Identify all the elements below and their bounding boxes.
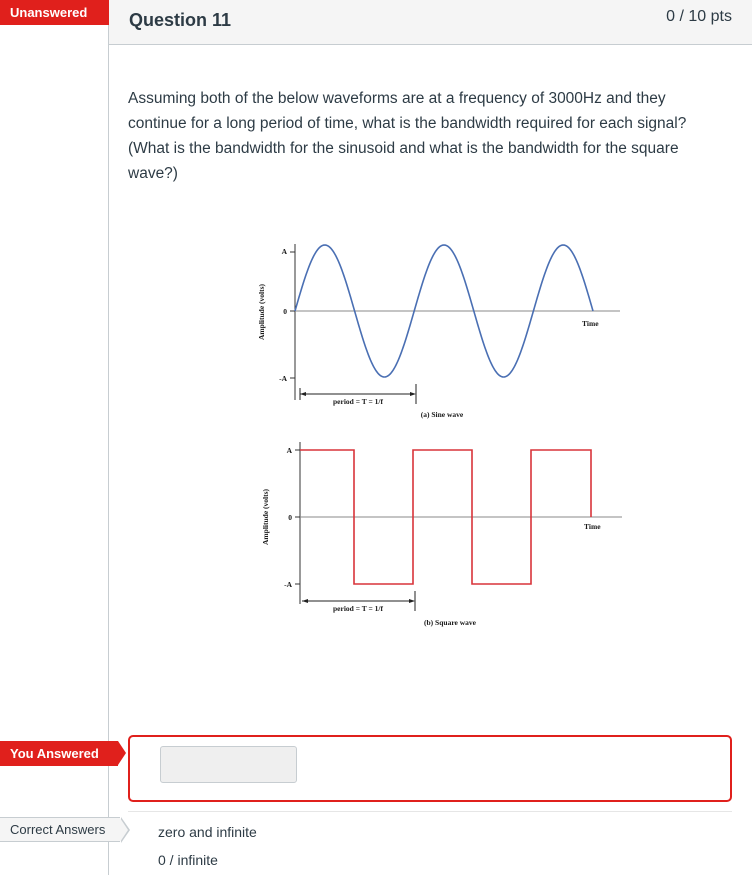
your-answer-field[interactable] — [160, 746, 297, 783]
question-title: Question 11 — [129, 10, 232, 30]
your-answer-box — [128, 735, 732, 802]
sine-period-arrowhead-left — [300, 392, 306, 396]
waveform-figure — [250, 232, 630, 632]
square-period-arrowhead-left — [302, 599, 308, 603]
sine-tick-zero: 0 — [283, 307, 287, 316]
question-header — [109, 0, 752, 45]
correct-answer-2: 0 / infinite — [158, 852, 218, 868]
sine-caption: (a) Sine wave — [420, 410, 464, 419]
square-tick-zero: 0 — [288, 513, 292, 522]
square-y-axis-label: Amplitude (volts) — [261, 488, 270, 546]
square-time-label: Time — [584, 522, 601, 531]
question-points: 0 / 10 pts — [666, 8, 732, 25]
sine-time-label: Time — [582, 319, 599, 328]
you-answered-flag: You Answered — [0, 741, 118, 766]
correct-answers-flag: Correct Answers — [0, 817, 120, 842]
square-tick-negA: -A — [284, 580, 292, 589]
unanswered-flag: Unanswered — [0, 0, 110, 25]
square-period-label: period = T = 1/f — [333, 604, 383, 613]
square-caption: (b) Square wave — [424, 618, 476, 627]
correct-answer-1: zero and infinite — [158, 824, 257, 840]
answer-divider — [128, 811, 732, 812]
sine-period-label: period = T = 1/f — [333, 397, 383, 406]
sine-tick-negA: -A — [279, 374, 287, 383]
sine-tick-A: A — [281, 247, 287, 256]
sine-y-axis-label: Amplitude (volts) — [257, 283, 266, 341]
sine-period-arrowhead-right — [410, 392, 416, 396]
square-period-arrowhead-right — [409, 599, 415, 603]
square-tick-A: A — [286, 446, 292, 455]
question-text: Assuming both of the below waveforms are at a frequency of 3000Hz and they continue for a long period of time, what is the bandwidth required for each signal? (What is the bandwidth for the sinusoid and what is the bandwidth for the square wave?) — [128, 90, 687, 182]
